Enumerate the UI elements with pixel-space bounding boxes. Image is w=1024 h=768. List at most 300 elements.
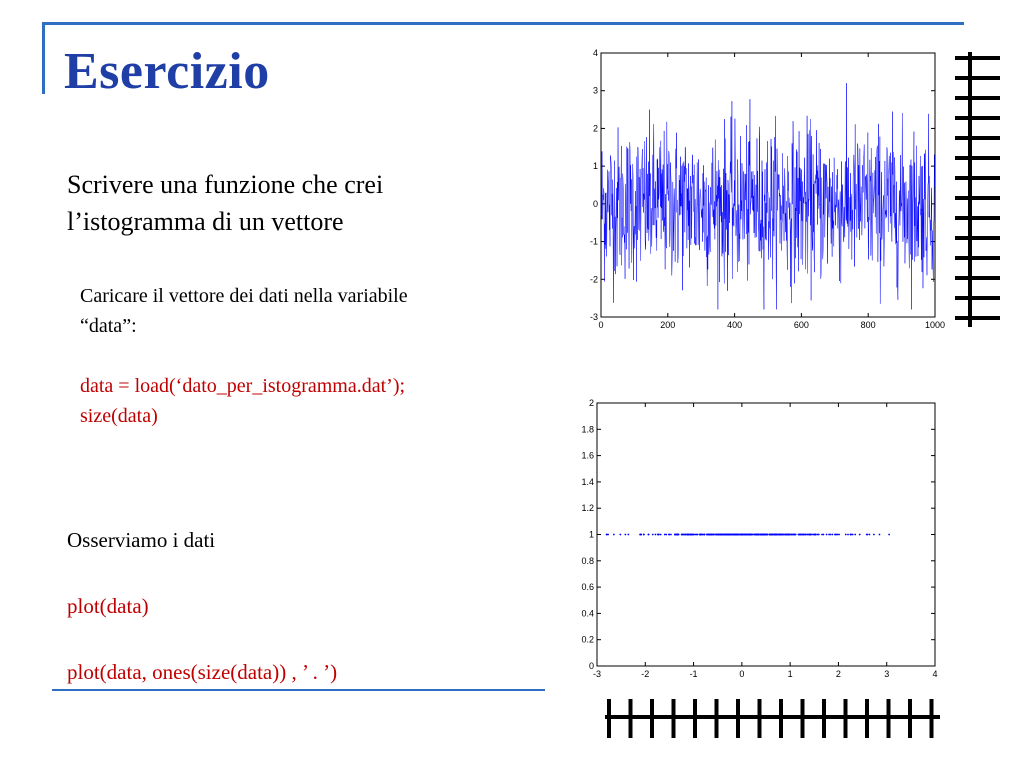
data-point [657,534,659,536]
data-point [805,534,807,536]
data-point [694,534,696,536]
data-point [777,534,779,536]
data-point [619,534,621,536]
data-point [711,534,713,536]
data-point [781,534,783,536]
data-point [732,534,734,536]
data-point [783,534,785,536]
data-point [676,534,678,536]
data-point [648,534,650,536]
data-point [736,534,738,536]
data-point [773,534,775,536]
data-point [739,534,741,536]
data-point [716,534,718,536]
data-point [814,534,816,536]
data-point [756,534,758,536]
data-point [674,534,676,536]
data-point [769,534,771,536]
data-point [761,534,763,536]
data-point [755,534,757,536]
data-point [879,534,881,536]
data-point [770,534,772,536]
data-point [742,534,744,536]
data-point [757,534,759,536]
data-point [738,534,740,536]
data-point [687,534,689,536]
data-point [756,534,758,536]
data-point [778,534,780,536]
plot-frame [601,53,935,317]
data-point [852,534,854,536]
data-point [657,534,659,536]
data-point [640,534,642,536]
data-point [708,534,710,536]
data-point [781,534,783,536]
data-point [737,534,739,536]
data-point [690,534,692,536]
data-point [779,534,781,536]
data-point [787,534,789,536]
data-point [736,534,738,536]
data-point [799,534,801,536]
data-point [742,534,744,536]
data-point [760,534,762,536]
data-point [729,534,731,536]
data-point [677,534,679,536]
x-tick-label: -2 [641,669,650,679]
data-point [733,534,735,536]
data-point [657,534,659,536]
data-point [696,534,698,536]
data-point [809,534,811,536]
data-point [791,534,793,536]
data-point [776,534,778,536]
data-point [709,534,711,536]
y-tick-label: 4 [592,48,598,58]
data-point [736,534,738,536]
data-point [764,534,766,536]
data-point [734,534,736,536]
data-point [761,534,763,536]
data-point [682,534,684,536]
data-point [828,534,830,536]
data-point [706,534,708,536]
data-point [779,534,781,536]
data-point [668,534,670,536]
data-point [700,534,702,536]
data-point [799,534,801,536]
data-point [709,534,711,536]
load-intro-line-2: “data”: [80,315,137,337]
data-point [690,534,692,536]
data-point [779,534,781,536]
data-point [779,534,781,536]
data-point [709,534,711,536]
data-point [707,534,709,536]
data-point [735,534,737,536]
data-point [806,534,808,536]
data-point [652,534,654,536]
data-point [788,534,790,536]
data-point [677,534,679,536]
data-point [742,534,744,536]
data-point [767,534,769,536]
data-point [763,534,765,536]
data-point [821,534,823,536]
data-point [734,534,736,536]
data-point [763,534,765,536]
data-point [753,534,755,536]
data-point [693,534,695,536]
data-point [814,534,816,536]
data-point [730,534,732,536]
data-point [664,534,666,536]
data-point [801,534,803,536]
data-point [682,534,684,536]
data-point [859,534,861,536]
data-point [786,534,788,536]
data-point [772,534,774,536]
data-point [655,534,657,536]
data-point [750,534,752,536]
data-point [740,534,742,536]
y-tick-label: 0.8 [581,555,594,566]
data-point [674,534,676,536]
data-point [756,534,758,536]
data-point [675,534,677,536]
x-tick-label: 1000 [924,320,946,330]
load-code-line-2: size(data) [80,405,158,427]
x-tick-label: -3 [592,669,602,679]
data-point [788,534,790,536]
data-point [756,534,758,536]
data-point [808,534,810,536]
data-point [757,534,759,536]
data-point [745,534,747,536]
data-point [734,534,736,536]
data-point [648,534,650,536]
data-point [660,534,662,536]
data-point [706,534,708,536]
data-point [770,534,772,536]
data-point [751,534,753,536]
data-point [685,534,687,536]
data-point [751,534,753,536]
data-point [731,534,733,536]
data-point [835,534,837,536]
data-point [658,534,660,536]
data-point [711,534,713,536]
data-point [727,534,729,536]
slide-title: Esercizio [64,43,270,100]
data-point [761,534,763,536]
heading-line-1: Scrivere una funzione che crei [67,170,384,199]
y-tick-label: -1 [589,236,598,247]
data-point [745,534,747,536]
data-point [728,534,730,536]
data-point [743,534,745,536]
data-point [751,534,753,536]
data-point [720,534,722,536]
data-point [762,534,764,536]
data-point [764,534,766,536]
data-point [850,534,852,536]
data-point [742,534,744,536]
load-instructions [80,281,550,431]
data-point [788,534,790,536]
data-point [772,534,774,536]
data-point [813,534,815,536]
y-tick-label: 2 [592,123,598,134]
data-point [792,534,794,536]
data-point [854,534,856,536]
data-point [687,534,689,536]
data-point [735,534,737,536]
data-point [704,534,706,536]
data-point [742,534,744,536]
data-point [725,534,727,536]
series-line [601,83,935,309]
load-code-line-1: data = load(‘dato_per_istogramma.dat’); [80,375,406,397]
data-point [847,534,849,536]
data-point [741,534,743,536]
data-point [780,534,782,536]
data-point [734,534,736,536]
data-point [748,534,750,536]
data-point [760,534,762,536]
plot-code-2: plot(data, ones(size(data)) , ’ . ’) [67,660,338,684]
heading-line-2: l’istogramma di un vettore [67,207,344,236]
data-point [793,534,795,536]
data-point [749,534,751,536]
data-point [756,534,758,536]
x-tick-label: 0 [598,320,604,330]
data-point [769,534,771,536]
data-point [769,534,771,536]
data-point [814,534,816,536]
data-point [738,534,740,536]
data-point [782,534,784,536]
x-tick-label: 600 [793,320,809,330]
data-point [757,534,759,536]
data-point [688,534,690,536]
data-point [735,534,737,536]
data-point [834,534,836,536]
data-point [607,534,609,536]
data-point [771,534,773,536]
data-point [794,534,796,536]
data-point [713,534,715,536]
data-point [803,534,805,536]
data-point [747,534,749,536]
data-point [790,534,792,536]
data-point [785,534,787,536]
data-point [782,534,784,536]
load-intro-line-1: Caricare il vettore dei dati nella variabile [80,285,408,307]
data-point [730,534,732,536]
data-point [757,534,759,536]
data-point [787,534,789,536]
data-point [606,534,608,536]
data-point [749,534,751,536]
data-point [800,534,802,536]
data-point [774,534,776,536]
data-point [762,534,764,536]
data-point [765,534,767,536]
data-point [700,534,702,536]
data-point [733,534,735,536]
data-point [802,534,804,536]
data-point [774,534,776,536]
y-tick-label: 2 [588,398,594,408]
data-point [793,534,795,536]
data-point [702,534,704,536]
data-point [746,534,748,536]
data-point [749,534,751,536]
data-point [756,534,758,536]
observe-section [67,524,537,689]
data-point [729,534,731,536]
data-point [716,534,718,536]
x-tick-label: -1 [689,669,698,679]
data-point [746,534,748,536]
data-point [728,534,730,536]
data-point [704,534,706,536]
data-point [677,534,679,536]
data-point [803,534,805,536]
data-point [684,534,686,536]
data-point [769,534,771,536]
data-point [721,534,723,536]
data-point [783,534,785,536]
data-point [798,534,800,536]
data-point [719,534,721,536]
data-point [808,534,810,536]
data-point [643,534,645,536]
x-tick-label: 2 [835,669,841,679]
data-point [778,534,780,536]
y-tick-label: 0 [592,198,598,209]
data-point [639,534,641,536]
data-point [782,534,784,536]
data-point [764,534,766,536]
data-point [686,534,688,536]
spacer [67,623,537,656]
plot-frame [597,403,935,666]
data-point [691,534,693,536]
data-point [728,534,730,536]
data-point [771,534,773,536]
data-point [804,534,806,536]
data-point [777,534,779,536]
x-tick-label: 3 [884,669,890,679]
data-point [748,534,750,536]
data-point [753,534,755,536]
data-point [798,534,800,536]
data-point [815,534,817,536]
data-point [757,534,759,536]
data-point [779,534,781,536]
data-point [727,534,729,536]
data-point [766,534,768,536]
y-tick-label: 1.8 [581,424,594,435]
data-point [729,534,731,536]
y-tick-label: 3 [592,85,598,96]
data-point [714,534,716,536]
data-point [867,534,869,536]
data-point [775,534,777,536]
data-point [784,534,786,536]
plot-code-1: plot(data) [67,594,149,618]
data-point [795,534,797,536]
data-point [747,534,749,536]
data-point [700,534,702,536]
data-point [869,534,871,536]
data-point [640,534,642,536]
data-point [670,534,672,536]
data-point [690,534,692,536]
y-tick-label: 0.2 [581,634,594,645]
data-point [779,534,781,536]
data-point [740,534,742,536]
data-point [753,534,755,536]
data-point [775,534,777,536]
data-point [818,534,820,536]
data-point [757,534,759,536]
data-point [737,534,739,536]
data-point [720,534,722,536]
x-tick-label: 800 [860,320,876,330]
data-point [734,534,736,536]
data-point [720,534,722,536]
data-point [723,534,725,536]
data-point [761,534,763,536]
data-point [809,534,811,536]
data-point [763,534,765,536]
y-tick-label: 1.4 [581,476,594,487]
data-point [731,534,733,536]
data-point [791,534,793,536]
data-point [755,534,757,536]
data-point [716,534,718,536]
data-point [749,534,751,536]
data-point [773,534,775,536]
x-tick-label: 4 [932,669,938,679]
data-point [799,534,801,536]
data-point [735,534,737,536]
data-point [643,534,645,536]
data-point [764,534,766,536]
x-tick-label: 400 [727,320,743,330]
data-point [681,534,683,536]
data-point [756,534,758,536]
data-point [823,534,825,536]
data-point [697,534,699,536]
data-point [775,534,777,536]
data-point [701,534,703,536]
data-point [722,534,724,536]
data-point [775,534,777,536]
data-point [740,534,742,536]
data-point [791,534,793,536]
data-point [817,534,819,536]
data-point [684,534,686,536]
data-point [699,534,701,536]
data-point [718,534,720,536]
data-point [776,534,778,536]
data-point [718,534,720,536]
data-point [723,534,725,536]
